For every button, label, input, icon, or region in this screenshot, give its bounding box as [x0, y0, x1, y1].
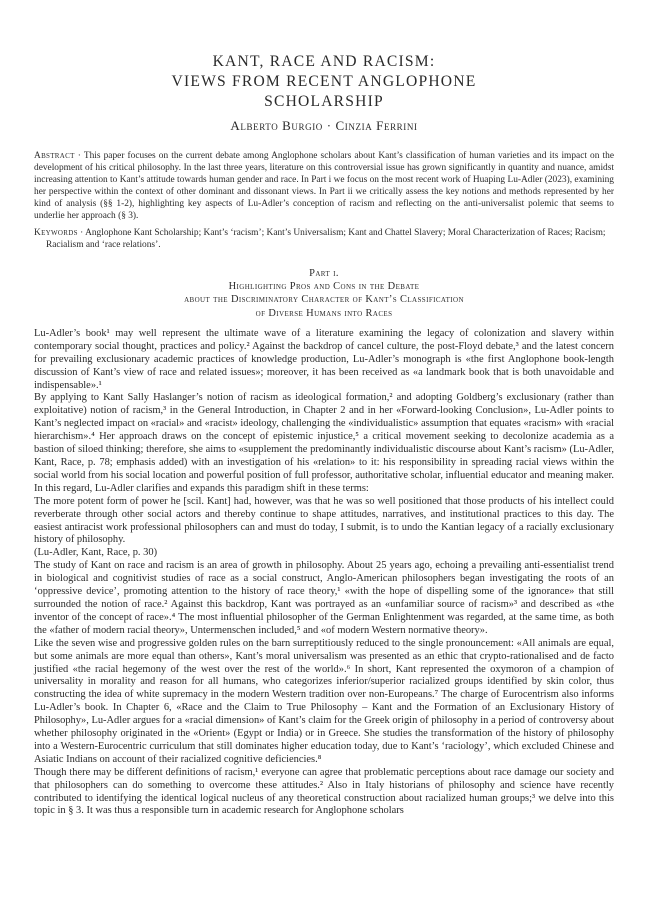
title-line-2: VIEWS FROM RECENT ANGLOPHONE	[171, 73, 477, 90]
part-title-line-2: about the Discriminatory Character of Kant’s Classification	[184, 294, 464, 306]
part-title-line-1: Highlighting Pros and Cons in the Debate	[228, 281, 420, 293]
abstract	[34, 150, 614, 223]
paper-title	[34, 52, 614, 112]
abstract-text: · This paper focuses on the current debate among Anglophone scholars about Kant’s classification of human varieties and its impact on the development of his critical philosophy. In the last three years, literature on this controversial issue has grown significantly in quantity and nuance, amidst increasing attention to Kant’s attitude towards human gender and race. In Part i we focus on the most recent work of Huaping Lu-Adler (2023), examining her perspective within the context of other dominant and dissonant views. In Part ii we critically assess the key notions and methods represented by her kind of analysis (§§ 1-2), highlighting key aspects of Lu-Adler’s conception of racism and reflecting on the anti-universalist polemic that seems to underlie her approach (§ 3).	[34, 151, 614, 222]
title-line-3: SCHOLARSHIP	[264, 93, 384, 110]
title-line-1: KANT, RACE AND RACISM:	[212, 53, 436, 70]
part-label: Part i.	[309, 267, 339, 279]
keywords	[34, 227, 614, 251]
part-heading	[34, 267, 614, 320]
paragraph-5: Though there may be different definitions of racism,¹ everyone can agree that problematic perceptions about race damage our society and that philosophers can do something to overcome these attitudes.² Also in Italy historians of philosophy and science have recently contributed to identifying the identical logical nucleus of any theoretical construction about racialized human groups;³ we delve into this topic in § 3. It was thus a responsible turn in academic research for Anglophone scholars	[34, 766, 614, 817]
abstract-label: Abstract	[34, 151, 75, 161]
block-quote: The more potent form of power he [scil. Kant] had, however, was that he was so well positioned that those products of his intellect could reverberate through other social actors and thereby continue to shape attitudes, narratives, and institutional practices to this day. The easiest antiracist work professional philosophers can and must do today, I submit, is to undo the Kantian legacy of a racially exclusionary history of philosophy.	[34, 495, 614, 546]
body-text	[34, 328, 614, 818]
authors: Alberto Burgio · Cinzia Ferrini	[230, 118, 418, 133]
paper-page	[34, 52, 614, 818]
paragraph-4: Like the seven wise and progressive golden rules on the barn surreptitiously reduced to the single pronouncement: «All animals are equal, but some animals are more equal than others», Kant’s moral universalism was presented as an ethic that crypto-rationalised and de facto justified «the racial hegemony of the west over the rest of the world».⁶ In short, Kant represented the oxymoron of a champion of universality in morality and reason for all humans, who categorizes inferior/superior racialized groups identified by skin color, thus constructing the idea of white supremacy in the modern Western tradition over non-Europeans.⁷ The charge of Eurocentrism also informs Lu-Adler’s book. In Chapter 6, «Race and the Claim to True Philosophy – Kant and the Formation of an Exclusionary History of Philosophy», Lu-Adler argues for a «racial dimension» of Kant’s claim for the Greek origin of philosophy in a period of controversy about whether philosophy originated in the «Orient» (Egypt or India) or in Greece. She studies the transformation of the history of philosophy into a Western-Eurocentric curriculum that still dominates higher education today, due to Kant’s ‘raciology’, which excluded Chinese and Asiatic Indians on account of their racialized cognitive deficiencies.⁸	[34, 637, 614, 765]
part-title-line-3: of Diverse Humans into Races	[255, 307, 393, 319]
keywords-text: · Anglophone Kant Scholarship; Kant’s ‘racism’; Kant’s Universalism; Kant and Chattel Slavery; Moral Characterization of Races; Racism; Racialism and ‘race relations’.	[46, 227, 606, 250]
keywords-label: Keywords	[34, 227, 78, 238]
paragraph-3: The study of Kant on race and racism is an area of growth in philosophy. About 25 years ago, echoing a prevailing anti-essentialist trend in biological and cognitivist studies of race as a social construct, Anglo-American philosophers began investigating the roots of an ‘oppressive device’, promoting attention to the history of race theory,¹ «with the hope of dispelling some of the ignorance» that still surrounded the notion of race.² Against this backdrop, Kant was portrayed as an «unfamiliar source of racism»³ and described as «the inventor of the concept of race».⁴ The most influential philosopher of the German Enlightenment was regarded, at the same time, as both the «father of modern racial theory», Untermenschen included,⁵ and «of modern Western normative theory».	[34, 560, 614, 636]
paragraph-2: By applying to Kant Sally Haslanger’s notion of racism as ideological formation,² and adopting Goldberg’s exclusionary (rather than exploitative) notion of racism,³ in the General Introduction, in Chapter 2 and in her «Forward-looking Conclusion», Lu-Adler points to Kant’s neglected impact on «racial» and «racist» ideology, challenging the «individualistic» assumption that equates «racism» with «racial hierarchism».⁴ Her approach draws on the concept of epistemic injustice,⁵ a critical movement seeking to decolonize academia as a bastion of siloed thinking; therefore, she aims to «supplement the predominantly individualistic discourse about Kant’s racism» (Lu-Adler, Kant, Race, p. 78; emphasis added) with an investigation of his «relation» to it: his responsibility in spreading racial views within the social world from his social location and powerful position of full professor, authoritative scholar, influential educator and meaning maker. In this regard, Lu-Adler clarifies and expands this paradigm shift in these terms:	[34, 392, 614, 494]
quote-citation: (Lu-Adler, Kant, Race, p. 30)	[34, 547, 158, 559]
paragraph-1: Lu-Adler’s book¹ may well represent the ultimate wave of a literature examining the legacy of colonization and slavery within contemporary social thought, practices and policy.² Against the backdrop of cancel culture, the post-Floyd debate,³ and the latest concern for prevailing exclusionary academic practices of knowledge production, Lu-Adler’s monograph is «the first Anglophone book-length discussion of Kant’s view of race and related issues»; moreover, it has been received as «a landmark book that is both unavoidable and indispensable».¹	[34, 327, 614, 391]
